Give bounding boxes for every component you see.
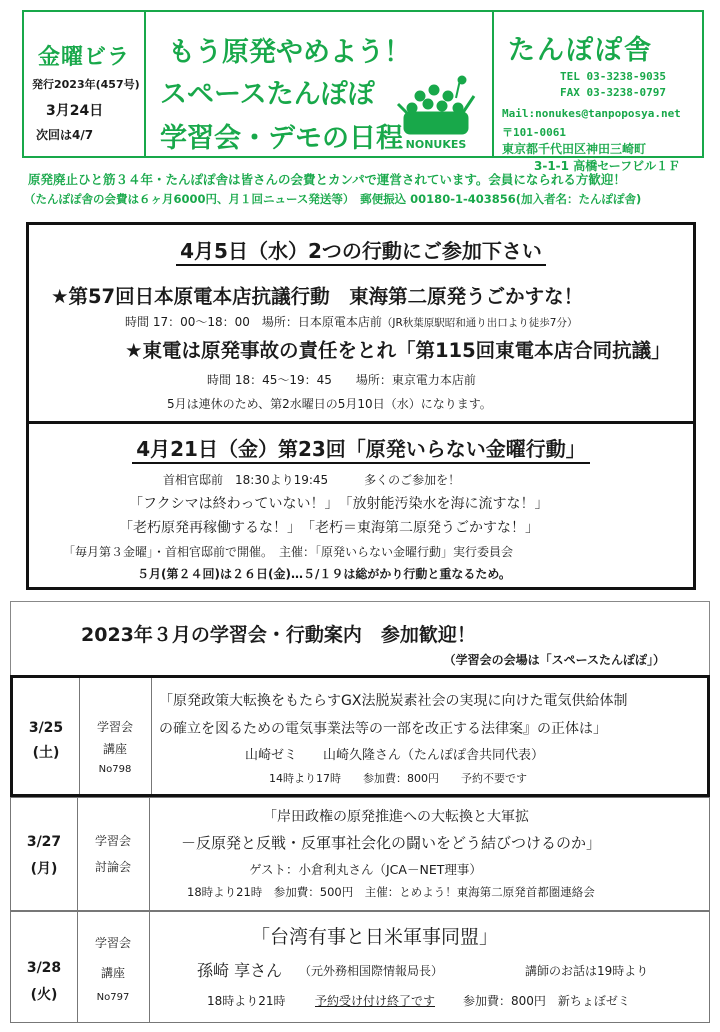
event2-organizer: 「毎月第３金曜」・首相官邸前で開催。 主催：「原発いらない金曜行動」実行委員会 xyxy=(63,545,514,559)
address-line-2: 3-1-1 高橋セーフビル１Ｆ xyxy=(534,159,681,173)
event2-slogan-2: 「老朽原発再稼働するな！」 「老朽＝東海第二原発うごかすな！」 xyxy=(119,520,539,536)
row-kind: 学習会 xyxy=(94,834,131,848)
event1-may-note: 5月は連休のため、第2水曜日の5月10日（水）になります。 xyxy=(167,397,492,411)
event1-title-text: 4月5日（水）2つの行動にご参加下さい xyxy=(176,235,546,266)
event2-title-text: 4月21日（金）第23回「原発いらない金曜行動」 xyxy=(132,433,590,464)
row-title-2: の確立を図るための電気事業法等の一部を改正する法律案』の正体は」 xyxy=(159,721,607,737)
headline-1: もう原発やめよう！ xyxy=(168,37,411,68)
event1-title xyxy=(29,235,693,266)
row-title-1: 「原発政策大転換をもたらすGX法脱炭素社会の実現に向けた電気供給体制 xyxy=(159,693,628,709)
event2-slogan-1: 「フクシマは終わっていない！」 「放射能汚染水を海に流すな！」 xyxy=(129,496,549,512)
row-title-2: －反原発と反戦・反軍事社会化の闘いをどう結びつけるのか」 xyxy=(181,834,602,852)
schedule-row xyxy=(10,797,710,911)
address-line-1: 東京都千代田区神田三崎町 xyxy=(502,142,647,156)
row-date-cell xyxy=(11,798,78,910)
row-kind-cell xyxy=(79,678,152,794)
schedule-title: 2023年３月の学習会・行動案内 参加歓迎！ xyxy=(81,624,476,646)
schedule-header xyxy=(10,601,710,675)
issue-date: 3月24日 xyxy=(46,103,104,119)
membership-fee-notice: （たんぽぽ舎の会費は６ヶ月6000円、月１回ニュース発送等） 郵便振込 00180-1-403856(加入者名：たんぽぽ舎) xyxy=(24,192,642,206)
row-speaker-note: 講師のお話は19時より xyxy=(525,964,649,978)
event1-action1-time-text: 時間 17：00～18：00 場所：日本原電本店前 xyxy=(125,315,382,329)
event2-title xyxy=(29,433,693,464)
row-date: 3/27 xyxy=(26,834,62,850)
row-kind: 学習会 xyxy=(94,936,131,950)
row-speaker: 山崎ゼミ 山崎久隆さん（たんぽぽ舎共同代表） xyxy=(245,748,545,763)
row-kind-cell xyxy=(77,798,150,910)
schedule-row xyxy=(10,911,710,1023)
row-title-1: 「台湾有事と日米軍事同盟」 xyxy=(251,926,499,948)
postal-code: 〒101-0061 xyxy=(502,126,566,139)
event1-action1-access: （JR秋葉原駅昭和通り出口より徒歩7分） xyxy=(381,317,578,329)
row-info: 14時より17時 参加費：800円 予約不要です xyxy=(269,772,527,785)
event1-action1: ★第57回日本原電本店抗議行動 東海第二原発うごかすな！ xyxy=(51,285,584,308)
headline-3: 学習会・デモの日程 xyxy=(160,123,403,154)
row-kind-cell xyxy=(77,912,150,1022)
row-day: (火) xyxy=(30,987,58,1003)
email-address[interactable]: Mail:nonukes@tanpoposya.net xyxy=(502,107,681,120)
row-date: 3/25 xyxy=(28,720,64,736)
schedule-row xyxy=(10,675,710,797)
event2-may-note: ５月(第２４回)は２６日(金)…５/１９は総がかり行動と重なるため。 xyxy=(137,567,511,581)
row-date-cell xyxy=(13,678,80,794)
row-date: 3/28 xyxy=(26,960,62,976)
issue-number: 発行2023年(457号) xyxy=(32,78,140,91)
row-reservation-closed: 予約受け付け終了です xyxy=(315,994,436,1008)
row-speaker: ゲスト：小倉利丸さん（JCA－NET理事） xyxy=(249,862,482,877)
row-number: No798 xyxy=(98,764,132,775)
row-kind-2: 講座 xyxy=(100,966,125,980)
org-name: たんぽぽ舎 xyxy=(508,35,653,66)
headline-2: スペースたんぽぽ xyxy=(160,79,375,110)
section-divider xyxy=(29,421,693,424)
row-day: (月) xyxy=(30,861,58,877)
art-caption: NONUKES xyxy=(405,138,467,151)
event2-place-time: 首相官邸前 18:30より19:45 多くのご参加を！ xyxy=(163,473,461,487)
row-speaker-role: （元外務相国際情報局長） xyxy=(299,964,444,978)
header-contact-box xyxy=(494,10,704,173)
actions-box xyxy=(26,222,696,590)
schedule-venue-note: （学習会の会場は「スペースたんぽぽ」） xyxy=(443,653,665,667)
row-kind-2: 討論会 xyxy=(94,860,131,874)
row-kind-2: 講座 xyxy=(102,742,127,756)
membership-notice: 原発廃止ひと筋３４年・たんぽぽ舎は皆さんの会費とカンパで運営されています。会員になられる方歓迎！ xyxy=(28,172,626,187)
row-kind: 学習会 xyxy=(96,720,133,734)
row-number: No797 xyxy=(96,992,130,1003)
row-date-cell xyxy=(11,912,78,1022)
row-day: (土) xyxy=(32,745,60,761)
event1-action2: ★東電は原発事故の責任をとれ「第115回東電本店合同抗議」 xyxy=(125,339,671,362)
event1-action1-time xyxy=(125,311,577,330)
fax-number: FAX 03-3238-0797 xyxy=(560,86,666,99)
header-title-box xyxy=(144,10,494,158)
next-issue: 次回は4/7 xyxy=(36,128,94,142)
event1-action2-time: 時間 18：45～19：45 場所：東京電力本店前 xyxy=(207,373,476,387)
header-issue-box xyxy=(22,10,144,158)
row-info: 18時より21時 参加費：500円 主催：とめよう！東海第二原発首都圏連絡会 xyxy=(187,885,595,899)
row-speaker: 孫崎 享さん xyxy=(197,961,283,980)
tel-number: TEL 03-3238-9035 xyxy=(560,70,666,83)
row-info-time: 18時より21時 xyxy=(207,994,286,1008)
demonstration-illustration xyxy=(390,74,482,154)
row-title-1: 「岸田政権の原発推進への大転換と大軍拡 xyxy=(263,809,529,825)
row-info-fee: 参加費：800円 新ちょぼゼミ xyxy=(463,994,630,1008)
flyer-title: 金曜ビラ xyxy=(37,45,130,70)
